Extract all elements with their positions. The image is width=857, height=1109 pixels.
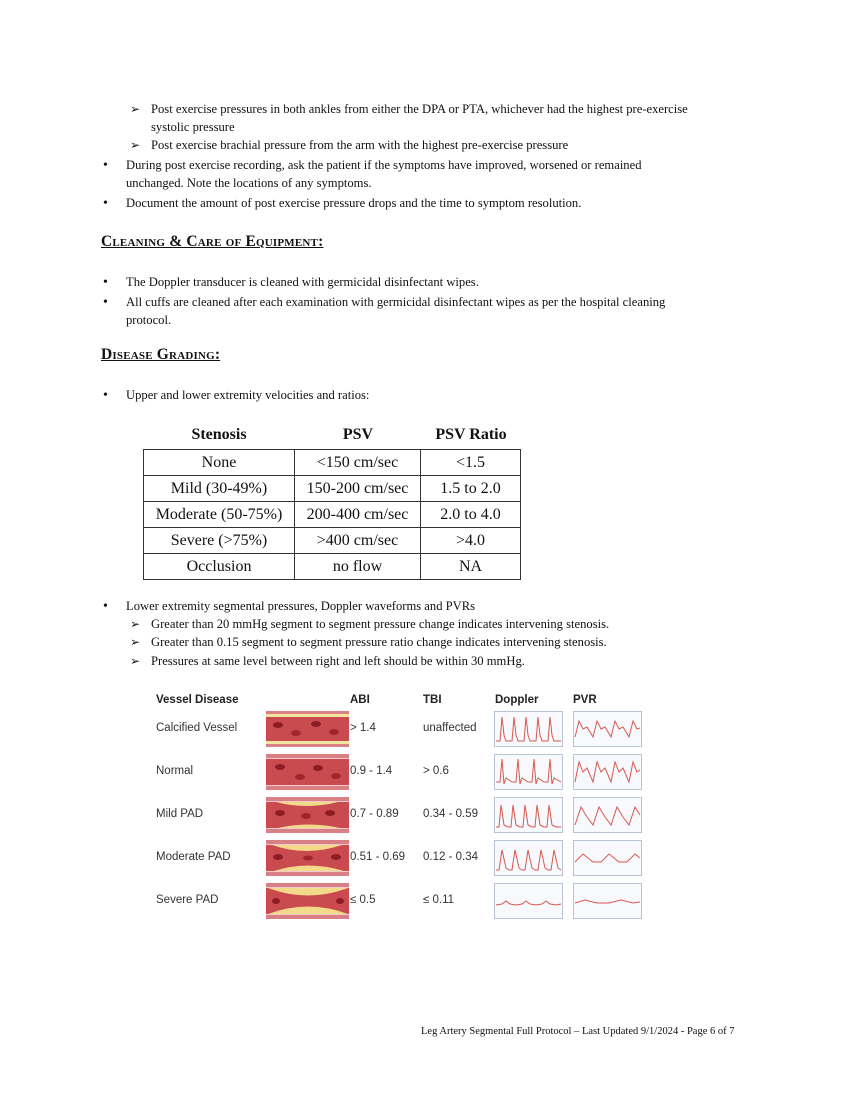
vessel-illustration-normal bbox=[266, 754, 349, 790]
vessel-illustration-calcified bbox=[266, 711, 349, 747]
table-cell: Moderate (50-75%) bbox=[144, 502, 295, 528]
sub-bullet-text: Post exercise brachial pressure from the arm with the highest pre-exercise pressure bbox=[151, 138, 569, 152]
arrow-bullet-icon: ➢ bbox=[130, 138, 141, 152]
vessel-disease-label: Normal bbox=[156, 765, 194, 777]
table-row bbox=[144, 450, 521, 476]
doppler-waveform-severe-pad bbox=[494, 883, 563, 919]
figure-header-pvr: PVR bbox=[573, 694, 597, 706]
abi-value: 0.51 - 0.69 bbox=[350, 851, 405, 863]
tbi-value: > 0.6 bbox=[423, 765, 449, 777]
pvr-waveform-moderate-pad bbox=[573, 840, 642, 876]
sub-bullet-text: Greater than 0.15 segment to segment pressure ratio change indicates intervening stenosis. bbox=[151, 635, 607, 649]
table-header-stenosis: Stenosis bbox=[191, 426, 247, 443]
vessel-illustration-mild-pad bbox=[266, 797, 349, 833]
table-cell: None bbox=[144, 450, 295, 476]
vessel-illustration-severe-pad bbox=[266, 883, 349, 919]
sub-bullet-text: Pressures at same level between right and left should be within 30 mmHg. bbox=[151, 654, 525, 668]
pvr-waveform-mild-pad bbox=[573, 797, 642, 833]
table-cell: NA bbox=[421, 554, 521, 580]
vessel-illustration-moderate-pad bbox=[266, 840, 349, 876]
figure-header-abi: ABI bbox=[350, 694, 370, 706]
table-row bbox=[144, 502, 521, 528]
pvr-waveform-calcified bbox=[573, 711, 642, 747]
vessel-disease-label: Calcified Vessel bbox=[156, 722, 238, 734]
tbi-value: unaffected bbox=[423, 722, 477, 734]
cleaning-heading: Cleaning & Care of Equipment: bbox=[101, 233, 324, 250]
bullet-icon: • bbox=[103, 388, 108, 403]
table-header-psv-ratio: PSV Ratio bbox=[435, 426, 507, 443]
table-row bbox=[144, 554, 521, 580]
page-footer: Leg Artery Segmental Full Protocol – Last Updated 9/1/2024 - Page 6 of 7 bbox=[421, 1026, 735, 1037]
table-cell: 150-200 cm/sec bbox=[295, 476, 421, 502]
table-cell: <1.5 bbox=[421, 450, 521, 476]
vessel-disease-label: Moderate PAD bbox=[156, 851, 231, 863]
stenosis-table bbox=[143, 449, 521, 580]
table-row bbox=[144, 528, 521, 554]
grading-heading: Disease Grading: bbox=[101, 346, 221, 363]
doppler-waveform-moderate-pad bbox=[494, 840, 563, 876]
abi-value: 0.7 - 0.89 bbox=[350, 808, 399, 820]
bullet-icon: • bbox=[103, 295, 108, 310]
bullet-icon: • bbox=[103, 196, 108, 211]
abi-value: ≤ 0.5 bbox=[350, 894, 376, 906]
table-header-psv: PSV bbox=[342, 426, 374, 443]
table-row bbox=[144, 476, 521, 502]
figure-header-doppler: Doppler bbox=[495, 694, 539, 706]
table-cell: Occlusion bbox=[144, 554, 295, 580]
bullet-text: unchanged. Note the locations of any symptoms. bbox=[126, 176, 372, 190]
bullet-icon: • bbox=[103, 158, 108, 173]
sub-bullet-text: systolic pressure bbox=[151, 120, 235, 134]
bullet-text: During post exercise recording, ask the patient if the symptoms have improved, worsened or remained bbox=[126, 158, 642, 172]
tbi-value: 0.34 - 0.59 bbox=[423, 808, 478, 820]
pvr-waveform-normal bbox=[573, 754, 642, 790]
doppler-waveform-calcified bbox=[494, 711, 563, 747]
bullet-text: protocol. bbox=[126, 313, 172, 327]
arrow-bullet-icon: ➢ bbox=[130, 654, 141, 668]
table-cell: >400 cm/sec bbox=[295, 528, 421, 554]
arrow-bullet-icon: ➢ bbox=[130, 617, 141, 631]
arrow-bullet-icon: ➢ bbox=[130, 102, 141, 116]
table-cell: >4.0 bbox=[421, 528, 521, 554]
bullet-text: Lower extremity segmental pressures, Doppler waveforms and PVRs bbox=[126, 599, 476, 613]
table-cell: <150 cm/sec bbox=[295, 450, 421, 476]
abi-value: > 1.4 bbox=[350, 722, 376, 734]
table-cell: Mild (30-49%) bbox=[144, 476, 295, 502]
vessel-disease-label: Mild PAD bbox=[156, 808, 204, 820]
bullet-text: The Doppler transducer is cleaned with germicidal disinfectant wipes. bbox=[126, 275, 479, 289]
bullet-icon: • bbox=[103, 599, 108, 614]
table-cell: Severe (>75%) bbox=[144, 528, 295, 554]
tbi-value: 0.12 - 0.34 bbox=[423, 851, 478, 863]
doppler-waveform-mild-pad bbox=[494, 797, 563, 833]
table-cell: 1.5 to 2.0 bbox=[421, 476, 521, 502]
bullet-text: Upper and lower extremity velocities and ratios: bbox=[126, 388, 370, 402]
table-cell: 2.0 to 4.0 bbox=[421, 502, 521, 528]
pvr-waveform-severe-pad bbox=[573, 883, 642, 919]
table-cell: 200-400 cm/sec bbox=[295, 502, 421, 528]
abi-value: 0.9 - 1.4 bbox=[350, 765, 393, 777]
arrow-bullet-icon: ➢ bbox=[130, 635, 141, 649]
bullet-text: All cuffs are cleaned after each examination with germicidal disinfectant wipes as per the hospital cleaning bbox=[126, 295, 666, 309]
bullet-text: Document the amount of post exercise pressure drops and the time to symptom resolution. bbox=[126, 196, 582, 210]
table-cell: no flow bbox=[295, 554, 421, 580]
tbi-value: ≤ 0.11 bbox=[423, 894, 455, 906]
sub-bullet-text: Post exercise pressures in both ankles from either the DPA or PTA, whichever had the highest pre-exercise bbox=[151, 102, 688, 116]
sub-bullet-text: Greater than 20 mmHg segment to segment pressure change indicates intervening stenosis. bbox=[151, 617, 610, 631]
vessel-disease-label: Severe PAD bbox=[156, 894, 219, 906]
doppler-waveform-normal bbox=[494, 754, 563, 790]
bullet-icon: • bbox=[103, 275, 108, 290]
figure-header-vessel-disease: Vessel Disease bbox=[156, 694, 239, 706]
figure-header-tbi: TBI bbox=[423, 694, 442, 706]
